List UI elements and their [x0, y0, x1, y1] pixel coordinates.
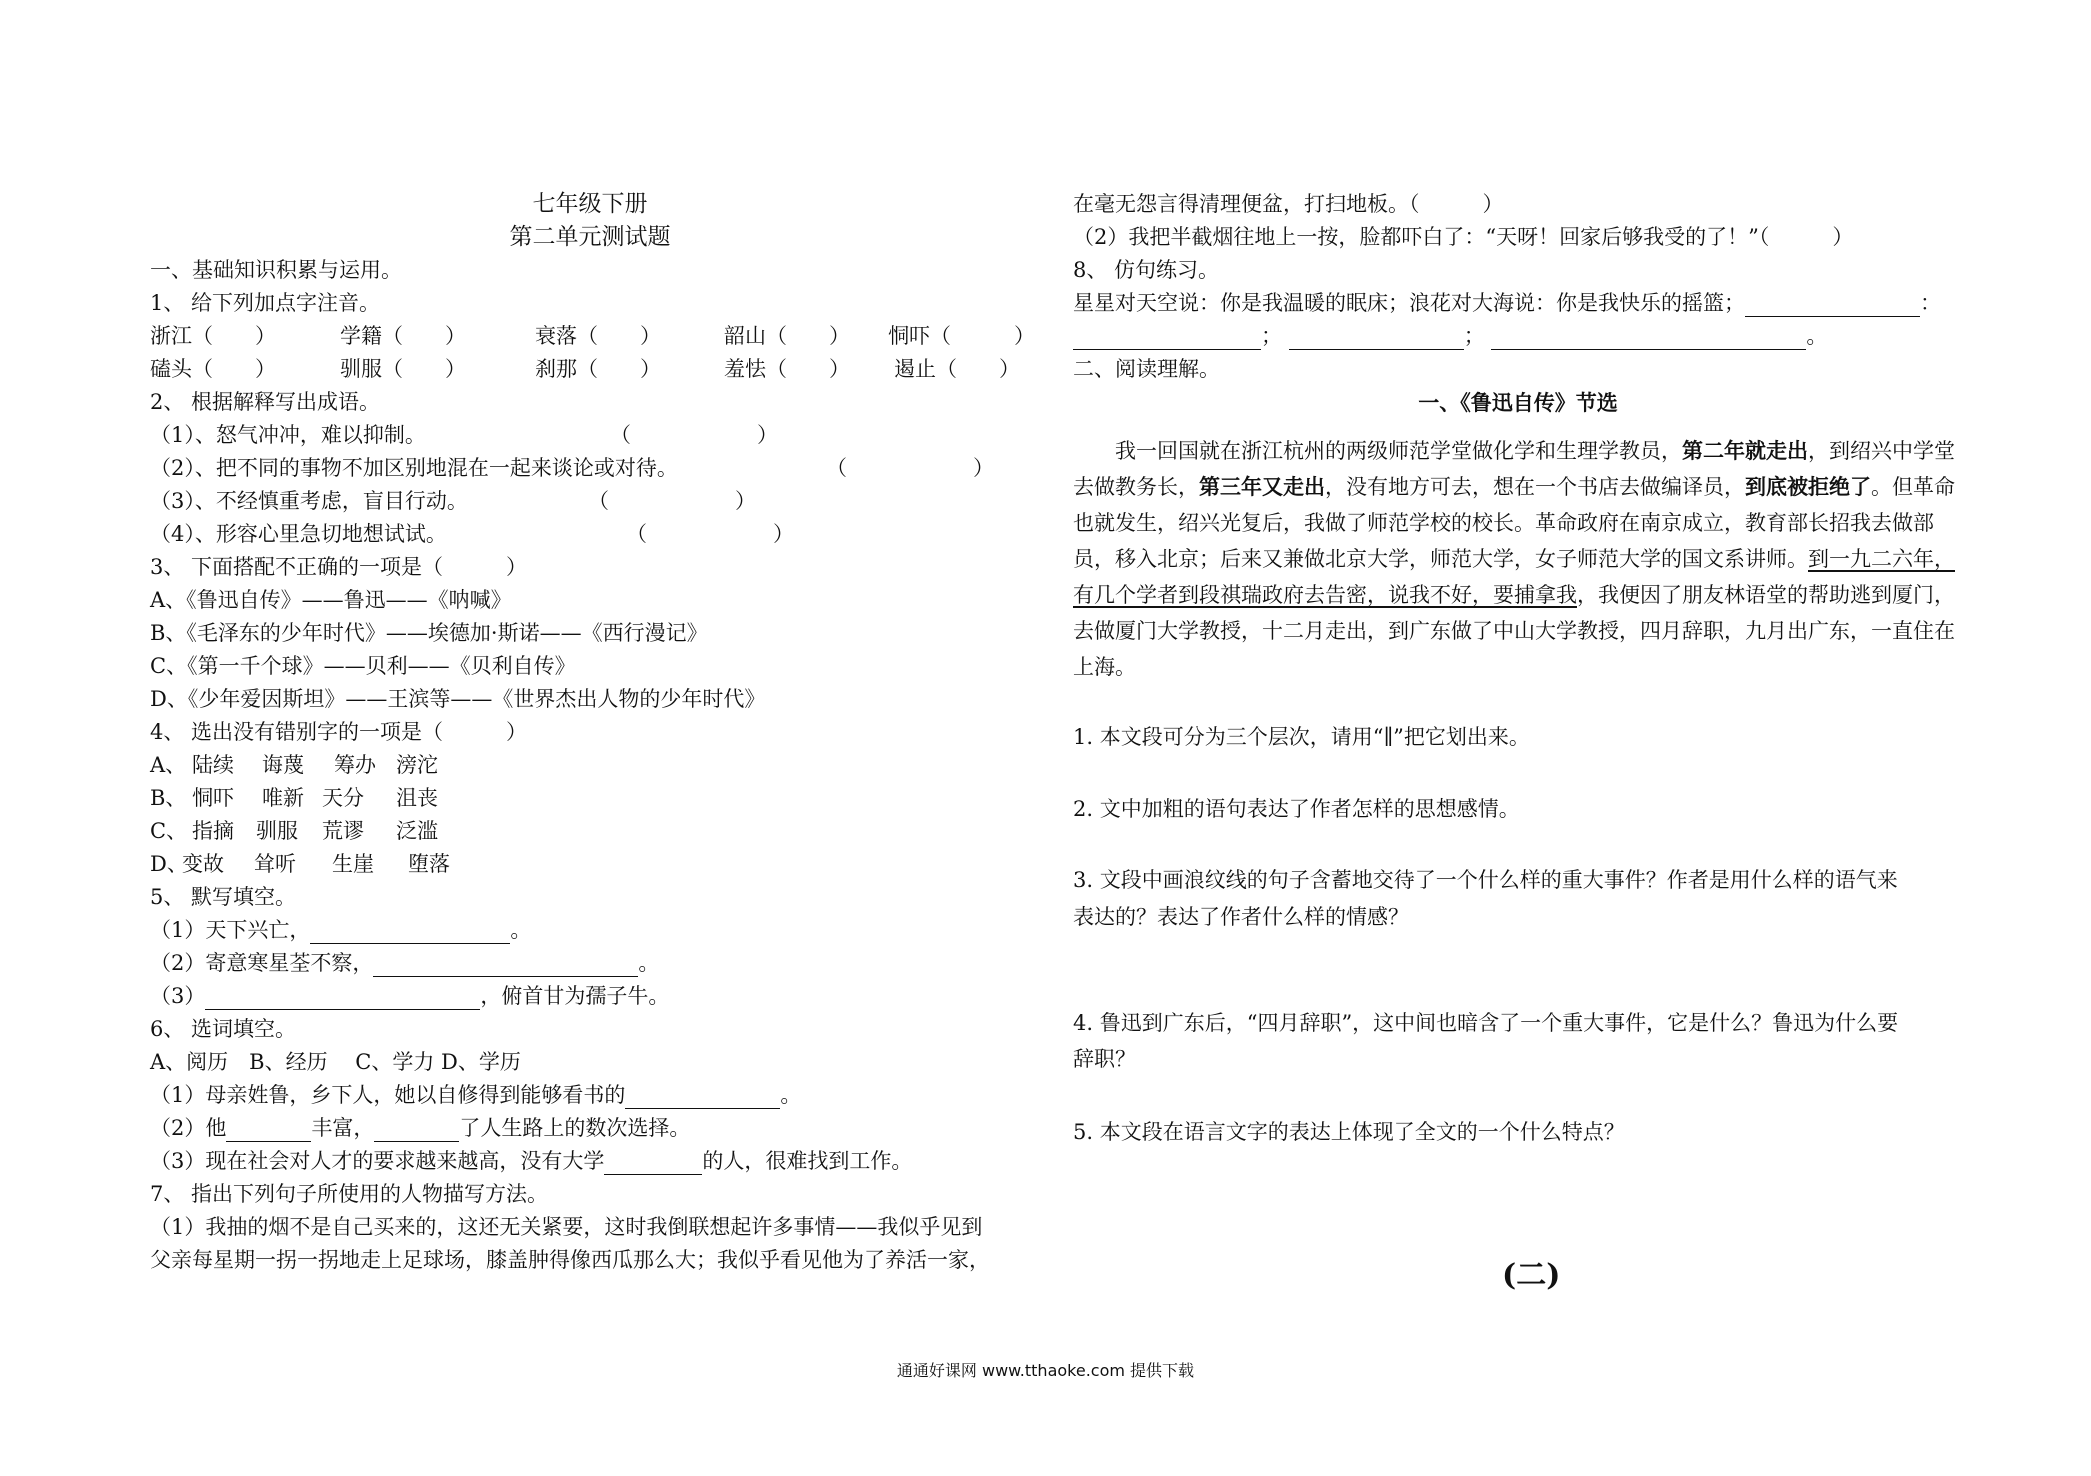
q4-letter: D、 [150, 852, 188, 876]
q2-item [150, 485, 1030, 518]
q3-option: B、《毛泽东的少年时代》——埃德加·斯诺——《西行漫记》 [150, 621, 708, 645]
q1-word: 恫吓（ ） [888, 324, 1035, 348]
q2-item [150, 452, 1030, 485]
q4-word: 荒谬 [322, 819, 364, 843]
passage-text: ，没有地方可去，想在一个书店去做编译员， [1325, 475, 1745, 499]
q4-word: 耸听 [254, 852, 296, 876]
q4-prompt: 4、 选出没有错别字的一项是（ ） [150, 720, 528, 744]
passage [1073, 433, 1963, 685]
q5-text: 。 [638, 951, 660, 975]
questions [1073, 685, 1963, 1205]
q1-word: 衰落（ ） [535, 324, 661, 348]
question: 3. 文段中画浪纹线的句子含蓄地交待了一个什么样的重大事件？作者是用什么样的语气来 [1073, 868, 1898, 892]
q3-option: A、《鲁迅自传》——鲁迅——《呐喊》 [150, 588, 512, 612]
q6-item [150, 1145, 1030, 1178]
q8-text: 星星对天空说：你是我温暖的眠床；浪花对大海说：你是我快乐的摇篮； [1073, 291, 1745, 315]
passage-text: 。但革命也就发生，绍兴光复后，我做了师范学校的校长。革命政府在南京成立，教育部长招我去做部员，移入北京；后来又兼做北京大学，师范大学，女子师范大学的国文系讲师。 [1073, 475, 1955, 571]
q4-option [150, 782, 1030, 815]
q4-word: 沮丧 [396, 786, 438, 810]
q5-item [150, 947, 1030, 980]
q2-item [150, 518, 1030, 551]
blank-line[interactable] [1745, 292, 1920, 317]
q5-text: （3） [150, 984, 206, 1008]
q1-row2 [150, 353, 1030, 386]
q8-text: ： [1920, 291, 1941, 315]
q1-prompt: 1、 给下列加点字注音。 [150, 291, 381, 315]
q1-word: 学籍（ ） [340, 324, 466, 348]
left-column [150, 188, 1035, 1277]
blank-line[interactable] [373, 952, 638, 977]
q7-line: （2）我把半截烟往地上一按，脸都吓白了：“天呀！回家后够我受的了！”（ ） [1073, 225, 1854, 249]
q6-prompt: 6、 选词填空。 [150, 1017, 297, 1041]
q1-word: 驯服（ ） [340, 357, 466, 381]
passage-text: ，我便因了朋友林语堂的帮助逃到厦门，去做厦门大学教授，十二月走出，到广东做了中山大学教授，四月辞职，九月出广东，一直住在上海。 [1073, 583, 1955, 679]
answer-paren: （ ） [610, 423, 778, 447]
q8-line [1073, 320, 1963, 353]
right-column [1073, 188, 1963, 1205]
q4-word: 变故 [182, 852, 224, 876]
q4-letter: C、 [150, 819, 188, 843]
q5-item [150, 914, 1030, 947]
q6-text: 了人生路上的数次选择。 [459, 1116, 691, 1140]
answer-paren: （ ） [626, 522, 794, 546]
q8-text: 。 [1806, 324, 1828, 348]
q6-text: 丰富， [311, 1116, 375, 1140]
question: 5. 本文段在语言文字的表达上体现了全文的一个什么特点？ [1073, 1120, 1625, 1144]
bold-phrase: 第二年就走出 [1682, 438, 1808, 463]
question: 1. 本文段可分为三个层次，请用“∥”把它划出来。 [1073, 725, 1530, 749]
q4-word: 指摘 [192, 819, 234, 843]
q6-text: （1）母亲姓鲁，乡下人，她以自修得到能够看书的 [150, 1083, 626, 1107]
blank-line[interactable] [205, 985, 480, 1010]
passage-text: ，到绍兴中学堂去做教务长， [1073, 439, 1955, 499]
question: 4. 鲁迅到广东后，“四月辞职”，这中间也暗含了一个重大事件，它是什么？鲁迅为什么要 [1073, 1011, 1899, 1035]
answer-paren: （ ） [588, 489, 756, 513]
q1-word: 韶山（ ） [724, 324, 850, 348]
q4-word: 筹办 [334, 753, 376, 777]
q1-word: 遏止（ ） [894, 357, 1020, 381]
q8-line [1073, 287, 1963, 320]
bold-phrase: 到底被拒绝了 [1745, 474, 1871, 499]
q8-text: ； [1261, 324, 1282, 348]
q4-word: 诲蔑 [262, 753, 304, 777]
passage-title: 一、《鲁迅自传》节选 [1418, 390, 1618, 415]
blank-line[interactable] [374, 1117, 459, 1142]
q1-word: 羞怯（ ） [724, 357, 850, 381]
q7-line: 在毫无怨言得清理便盆，打扫地板。（ ） [1073, 192, 1504, 216]
q4-word: 滂沱 [396, 753, 438, 777]
q5-text: （2）寄意寒星荃不察， [150, 951, 374, 975]
blank-line[interactable] [226, 1117, 311, 1142]
q6-item [150, 1079, 1030, 1112]
q5-text: ，俯首甘为孺子牛。 [480, 984, 670, 1008]
footer-credit: 通通好课网 www.tthaoke.com 提供下载 [896, 1361, 1195, 1380]
q1-row1 [150, 320, 1035, 353]
q6-item [150, 1112, 1030, 1145]
q6-text: 。 [780, 1083, 802, 1107]
q5-prompt: 5、 默写填空。 [150, 885, 297, 909]
q3-option: C、《第一千个球》——贝利——《贝利自传》 [150, 654, 576, 678]
q4-word: 天分 [322, 786, 364, 810]
q4-option [150, 815, 1030, 848]
blank-line[interactable] [1491, 325, 1806, 350]
q6-choices: A、阅历 B、经历 C、学力 D、学历 [150, 1050, 521, 1074]
q2-item [150, 419, 1030, 452]
exam-title: 第二单元测试题 [509, 224, 671, 250]
q4-word: 堕落 [408, 852, 450, 876]
passage-text: 我一回国就在浙江杭州的两级师范学堂做化学和生理学教员， [1115, 439, 1682, 463]
q6-text: （2）他 [150, 1116, 227, 1140]
q7-prompt: 7、 指出下列句子所使用的人物描写方法。 [150, 1182, 549, 1206]
q4-letter: A、 [150, 753, 187, 777]
q5-text: 。 [510, 918, 532, 942]
q7-line: （1）我抽的烟不是自己买来的，这还无关紧要，这时我倒联想起许多事情——我似乎见到 [150, 1215, 983, 1239]
blank-line[interactable] [310, 919, 510, 944]
q4-word: 唯新 [262, 786, 304, 810]
q1-word: 刹那（ ） [535, 357, 661, 381]
q4-option [150, 749, 1030, 782]
q4-word: 恫吓 [192, 786, 234, 810]
grade-title: 七年级下册 [532, 191, 648, 217]
question: 表达的？表达了作者什么样的情感？ [1073, 905, 1409, 929]
blank-line[interactable] [625, 1084, 780, 1109]
blank-line[interactable] [1289, 325, 1464, 350]
q2-prompt: 2、 根据解释写出成语。 [150, 390, 381, 414]
q4-word: 陆续 [192, 753, 234, 777]
answer-paren: （ ） [826, 456, 994, 480]
section2-heading: 二、阅读理解。 [1073, 357, 1220, 381]
q4-word: 驯服 [256, 819, 298, 843]
q4-option [150, 848, 1030, 881]
q4-word: 泛滥 [396, 819, 438, 843]
wavy-underlined-sentence: 到一九二六年，有几个学者到段祺瑞政府去告密，说我不好，要捕拿我 [1073, 547, 1955, 607]
q8-prompt: 8、 仿句练习。 [1073, 258, 1220, 282]
blank-line[interactable] [604, 1150, 702, 1175]
q2-item-text: （4）、形容心里急切地想试试。 [150, 522, 447, 546]
q5-item [150, 980, 1030, 1013]
q4-word: 生崖 [332, 852, 374, 876]
q2-item-text: （2）、把不同的事物不加区别地混在一起来谈论或对待。 [150, 456, 678, 480]
bold-phrase: 第三年又走出 [1199, 474, 1325, 499]
q1-word: 浙江（ ） [150, 324, 276, 348]
q8-text: ； [1463, 324, 1485, 348]
question: 辞职？ [1073, 1047, 1136, 1071]
part-two-heading: (二) [1502, 1258, 1561, 1293]
question: 2. 文中加粗的语句表达了作者怎样的思想感情。 [1073, 797, 1520, 821]
q3-option: D、《少年爱因斯坦》——王滨等——《世界杰出人物的少年时代》 [150, 687, 766, 711]
q6-text: 的人，很难找到工作。 [702, 1149, 913, 1173]
q5-text: （1）天下兴亡， [150, 918, 311, 942]
q2-item-text: （1）、怒气冲冲，难以抑制。 [150, 423, 426, 447]
q3-prompt: 3、 下面搭配不正确的一项是（ ） [150, 555, 528, 579]
q1-word: 磕头（ ） [150, 357, 276, 381]
q7-line: 父亲每星期一拐一拐地走上足球场，膝盖肿得像西瓜那么大；我似乎看见他为了养活一家， [150, 1248, 990, 1272]
q4-letter: B、 [150, 786, 187, 810]
section1-heading: 一、基础知识积累与运用。 [150, 258, 402, 282]
blank-line[interactable] [1073, 325, 1261, 350]
q6-text: （3）现在社会对人才的要求越来越高，没有大学 [150, 1149, 605, 1173]
q2-item-text: （3）、不经慎重考虑，盲目行动。 [150, 489, 468, 513]
